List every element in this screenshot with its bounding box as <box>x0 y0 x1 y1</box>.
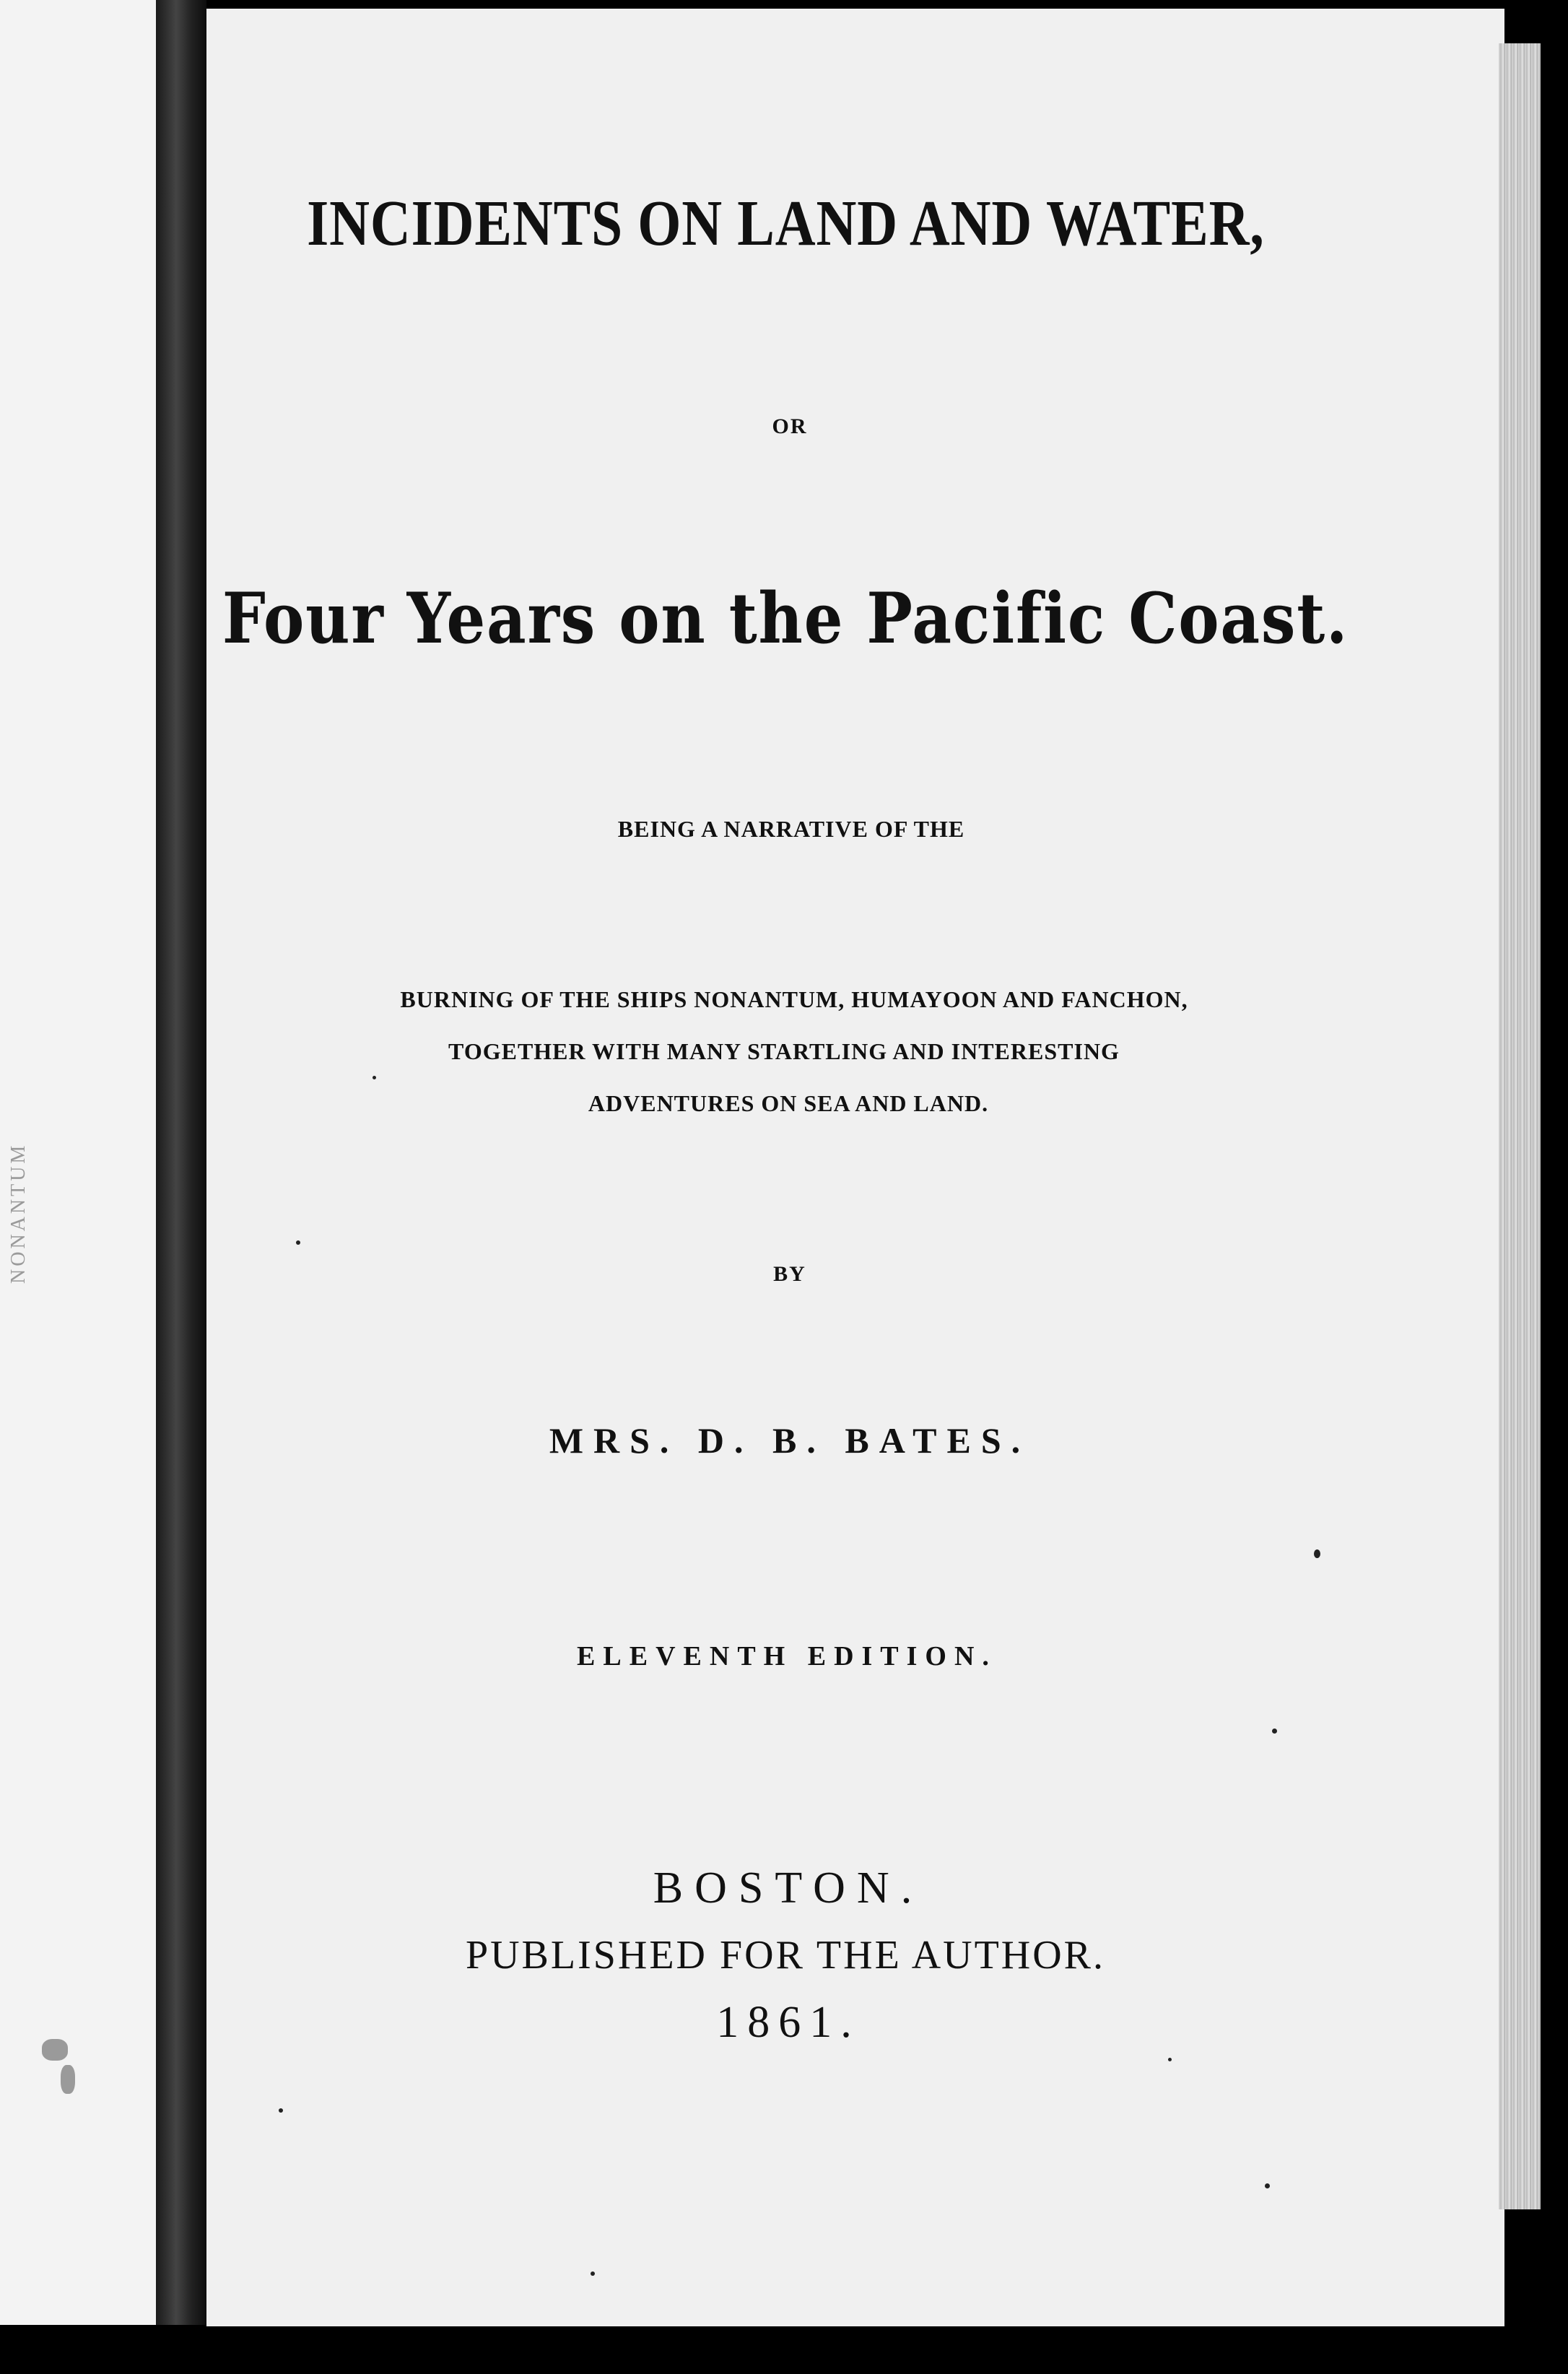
facing-page-ink-blot-2 <box>61 2065 75 2094</box>
paper-speck <box>1265 2183 1270 2188</box>
paper-speck <box>591 2271 595 2276</box>
narrative-intro: BEING A NARRATIVE OF THE <box>617 816 965 842</box>
book-subtitle: Four Years on the Pacific Coast. <box>222 578 1349 659</box>
paper-speck <box>296 1240 300 1245</box>
edition-label: ELEVENTH EDITION. <box>577 1641 997 1671</box>
description-line: ADVENTURES ON SEA AND LAND. <box>588 1090 989 1116</box>
paper-speck <box>1272 1729 1277 1734</box>
description-line: TOGETHER WITH MANY STARTLING AND INTERESTING <box>448 1038 1120 1064</box>
imprint-year: 1861. <box>716 1998 861 2047</box>
facing-page-spine-label: NONANTUM <box>7 1142 30 1284</box>
paper-speck <box>1314 1549 1320 1558</box>
title-page <box>206 9 1504 2326</box>
title-conjunction: OR <box>772 414 808 438</box>
description-line: BURNING OF THE SHIPS NONANTUM, HUMAYOON AND FANCHON, <box>400 986 1188 1012</box>
imprint-publisher: PUBLISHED FOR THE AUTHOR. <box>465 1933 1106 1978</box>
paper-speck <box>1168 2058 1172 2061</box>
byline-label: BY <box>773 1262 806 1286</box>
paper-speck <box>279 2108 283 2113</box>
book-title: INCIDENTS ON LAND AND WATER, <box>307 188 1265 259</box>
imprint-city: BOSTON. <box>653 1864 924 1913</box>
paper-speck <box>373 1076 376 1079</box>
author-name: MRS. D. B. BATES. <box>549 1420 1031 1461</box>
